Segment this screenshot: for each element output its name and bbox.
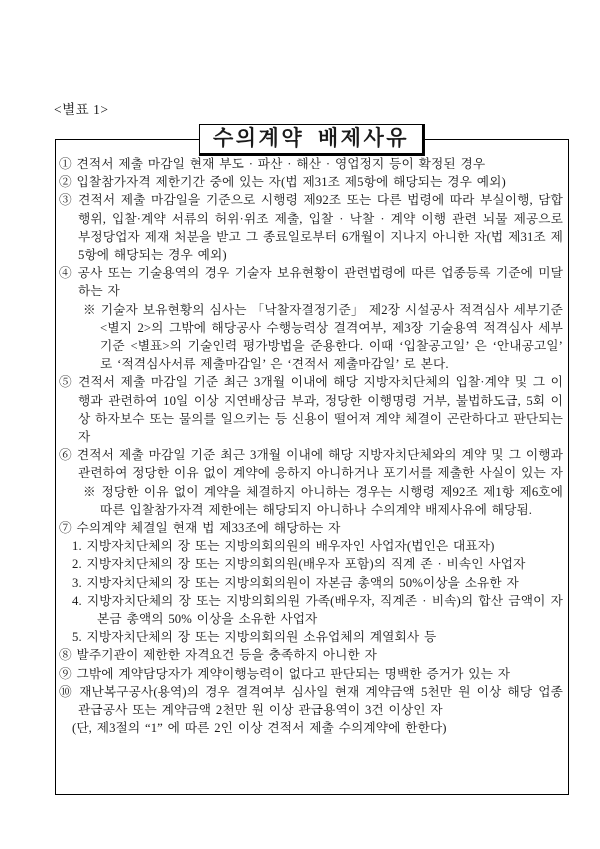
content-box — [55, 126, 569, 795]
clause: ⑩ 재난복구공사(용역)의 경우 결격여부 심사일 현재 계약금액 5천만 원 이상 해당 업종 관급공사 또는 계약금액 2천만 원 이상 관급용역이 3건 이상인 자 — [59, 684, 563, 718]
clause-list — [59, 155, 563, 738]
clause: 2. 지방자치단체의 장 또는 지방의회의원(배우자 포함)의 직계 존 · 비속인 사업자 — [72, 557, 526, 572]
clause: ⑦ 수의계약 체결일 현재 법 제33조에 해당하는 자 — [59, 521, 341, 536]
annex-label: <별표 1> — [54, 102, 109, 117]
clause: ② 입찰참가자격 제한기간 중에 있는 자(법 제31조 제5항에 해당되는 경우 예외) — [59, 175, 506, 190]
clause: ③ 견적서 제출 마감일을 기준으로 시행령 제92조 또는 다른 법령에 따라 부실이행, 담합행위, 입찰·계약 서류의 허위·위조 제출, 입찰 · 낙찰 · 계약 이행 관련 뇌물 제공으로 부정당업자 제재 처분을 받고 그 종료일로부터 6개월이 지나지 아니한 자(법 제31조 제5항에 해당되는 경우 예외) — [59, 193, 563, 263]
clause: ① 견적서 제출 마감일 현재 부도 · 파산 · 해산 · 영업정지 등이 확정된 경우 — [59, 157, 486, 171]
clause: ※ 정당한 이유 없이 계약을 체결하지 아니하는 경우는 시행령 제92조 제1항 제6호에 따른 입찰참가자격 제한에는 해당되지 아니하나 수의계약 배제사유에 해당됨. — [83, 484, 563, 517]
clause: 5. 지방자치단체의 장 또는 지방의회의원 소유업체의 계열회사 등 — [72, 630, 437, 645]
clause: 3. 지방자치단체의 장 또는 지방의회의원이 자본금 총액의 50%이상을 소유한 자 — [72, 575, 519, 590]
clause: 1. 지방자치단체의 장 또는 지방의회의원의 배우자인 사업자(법인은 대표자) — [72, 539, 495, 554]
clause: 4. 지방자치단체의 장 또는 지방의회의원 가족(배우자, 직계존 · 비속)의 합산 금액이 자본금 총액의 50% 이상을 소유한 사업자 — [72, 593, 563, 627]
clause: ⑥ 견적서 제출 마감일 기준 최근 3개월 이내에 해당 지방자치단체와의 계약 및 그 이행과 관련하여 정당한 이유 없이 계약에 응하지 아니하거나 포기서를 제출한 사실이 있는 자 — [59, 448, 563, 481]
page-title: 수의계약 배제사유 — [199, 124, 425, 156]
clause: ⑤ 견적서 제출 마감일 기준 최근 3개월 이내에 해당 지방자치단체의 입찰·계약 및 그 이행과 관련하여 10일 이상 지연배상금 부과, 정당한 이행명령 거부, 불법하도급, 5회 이상 하자보수 또는 물의를 일으키는 등 신용이 떨어져 계약 체결이 곤란하다고 판단되는 자 — [59, 375, 563, 445]
clause: ⑧ 발주기관이 제한한 자격요건 등을 충족하지 아니한 자 — [59, 648, 378, 663]
clause: ⑨ 그밖에 계약담당자가 계약이행능력이 없다고 판단되는 명백한 증거가 있는 자 — [59, 666, 511, 681]
clause: ④ 공사 또는 기술용역의 경우 기술자 보유현황이 관련법령에 따른 업종등록 기준에 미달하는 자 — [59, 266, 563, 299]
clause: ※ 기술자 보유현황의 심사는 「낙찰자결정기준」 제2장 시설공사 적격심사 세부기준 <별지 2>의 그밖에 해당공사 수행능력상 결격여부, 제3장 기술용역 적격심사 세부기준 <별표>의 기술인력 평가방법을 준용한다. 이때 ‘입찰공고일’ 은 ‘안내공고일’ 로 ‘적격심사서류 제출마감일’ 은 ‘견적서 제출마감일’ 로 본다. — [83, 302, 564, 372]
clause: (단, 제3절의 “1” 에 따른 2인 이상 견적서 제출 수의계약에 한한다) — [72, 721, 447, 736]
